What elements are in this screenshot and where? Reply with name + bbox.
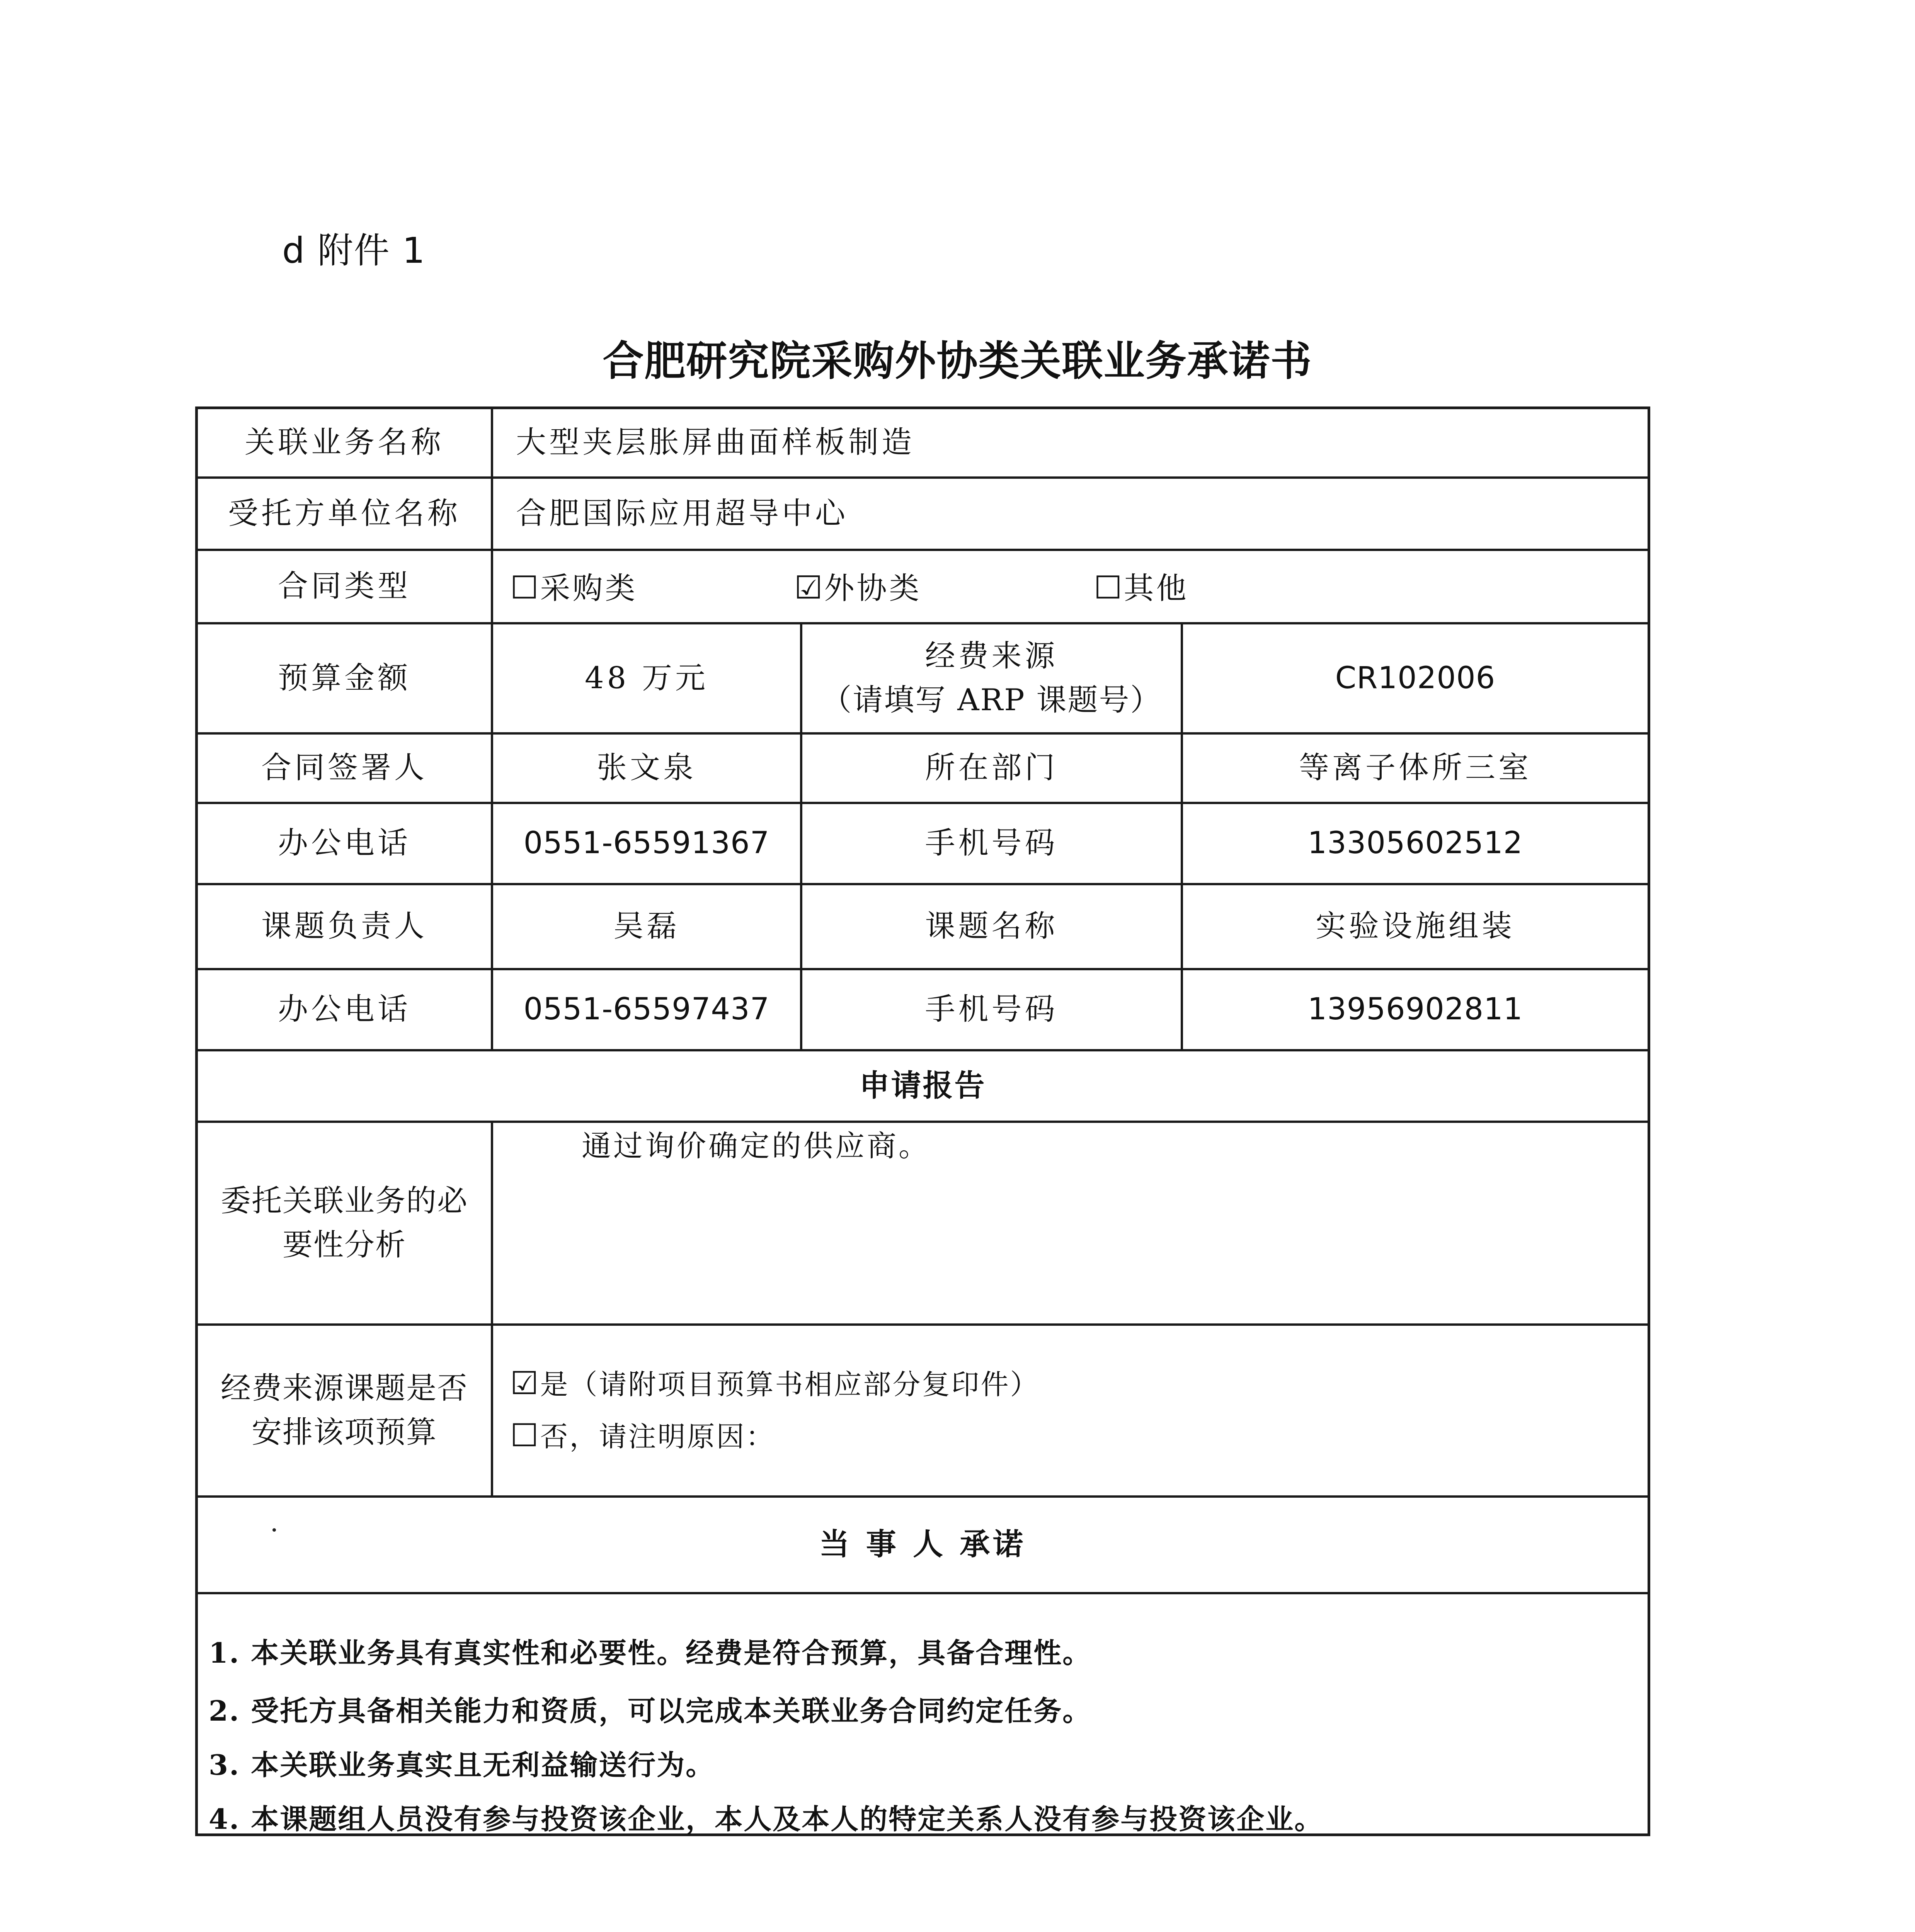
project-leader-label: 课题负责人: [261, 909, 427, 944]
checkbox-empty-icon: ☐: [510, 1417, 539, 1454]
office-phone-label: 办公电话: [277, 826, 411, 861]
mobile-label-2: 手机号码: [925, 992, 1058, 1027]
row-divider: [195, 1592, 1650, 1594]
office-phone-value-2: 0551-65597437: [523, 992, 770, 1027]
trustee-value: 合肥国际应用超导中心: [516, 496, 849, 531]
business-name-label: 关联业务名称: [244, 425, 444, 460]
project-name-value: 实验设施组装: [1315, 909, 1515, 944]
promise-item: 1. 本关联业务具有真实性和必要性。经费是符合预算，具备合理性。: [209, 1636, 1092, 1669]
page-title: 合肥研究院采购外协类关联业务承诺书: [603, 337, 1312, 385]
checkbox-empty-icon: ☐: [510, 570, 539, 606]
department-label: 所在部门: [925, 750, 1058, 786]
checkbox-checked-icon: ☑: [510, 1365, 539, 1402]
signer-label: 合同签署人: [261, 750, 427, 786]
trustee-label: 受托方单位名称: [228, 496, 461, 531]
contract-type-option: ☐采购类: [510, 570, 638, 606]
mobile-label: 手机号码: [925, 826, 1058, 861]
signer-value: 张文泉: [596, 750, 696, 786]
report-heading: 申请报告: [859, 1068, 986, 1103]
project-name-label: 课题名称: [925, 909, 1058, 944]
checkbox-empty-icon: ☐: [1094, 570, 1122, 606]
col-divider: [491, 1121, 493, 1495]
necessity-label: 委托关联业务的必 要性分析: [220, 1184, 468, 1262]
budget-yes-option: ☑是（请附项目预算书相应部分复印件）: [510, 1365, 1040, 1402]
budget-value: 48 万元: [584, 660, 709, 696]
mobile-value: 13305602512: [1307, 826, 1523, 861]
promise-item: 4. 本课题组人员没有参与投资该企业，本人及本人的特定关系人没有参与投资该企业。: [209, 1803, 1324, 1835]
contract-type-option: ☑外协类: [794, 570, 922, 606]
attachment-label: d 附件 1: [282, 230, 426, 271]
business-name-value: 大型夹层胀屏曲面样板制造: [516, 425, 915, 460]
necessity-text: 通过询价确定的供应商。: [582, 1129, 930, 1163]
promise-item: 3. 本关联业务真实且无利益输送行为。: [209, 1748, 715, 1781]
checkbox-checked-icon: ☑: [794, 570, 823, 606]
budget-no-option: ☐否，请注明原因：: [510, 1417, 775, 1454]
fund-source-label: 经费来源 （请填写 ARP 课题号）: [821, 639, 1162, 718]
mobile-value-2: 13956902811: [1307, 992, 1523, 1027]
contract-type-label: 合同类型: [277, 569, 411, 604]
promise-heading: 当 事 人 承诺: [819, 1527, 1026, 1562]
contract-type-option: ☐其他: [1094, 570, 1189, 606]
budget-label: 预算金额: [277, 660, 411, 696]
promise-item: 2. 受托方具备相关能力和资质，可以完成本关联业务合同约定任务。: [209, 1694, 1092, 1727]
office-phone-value: 0551-65591367: [523, 826, 770, 861]
budget-check-label: 经费来源课题是否 安排该项预算: [220, 1371, 468, 1450]
fund-source-value: CR102006: [1335, 660, 1496, 696]
project-leader-value: 吴磊: [613, 909, 680, 944]
scan-speck: [272, 1528, 276, 1532]
office-phone-label-2: 办公电话: [277, 992, 411, 1027]
department-value: 等离子体所三室: [1299, 750, 1532, 786]
